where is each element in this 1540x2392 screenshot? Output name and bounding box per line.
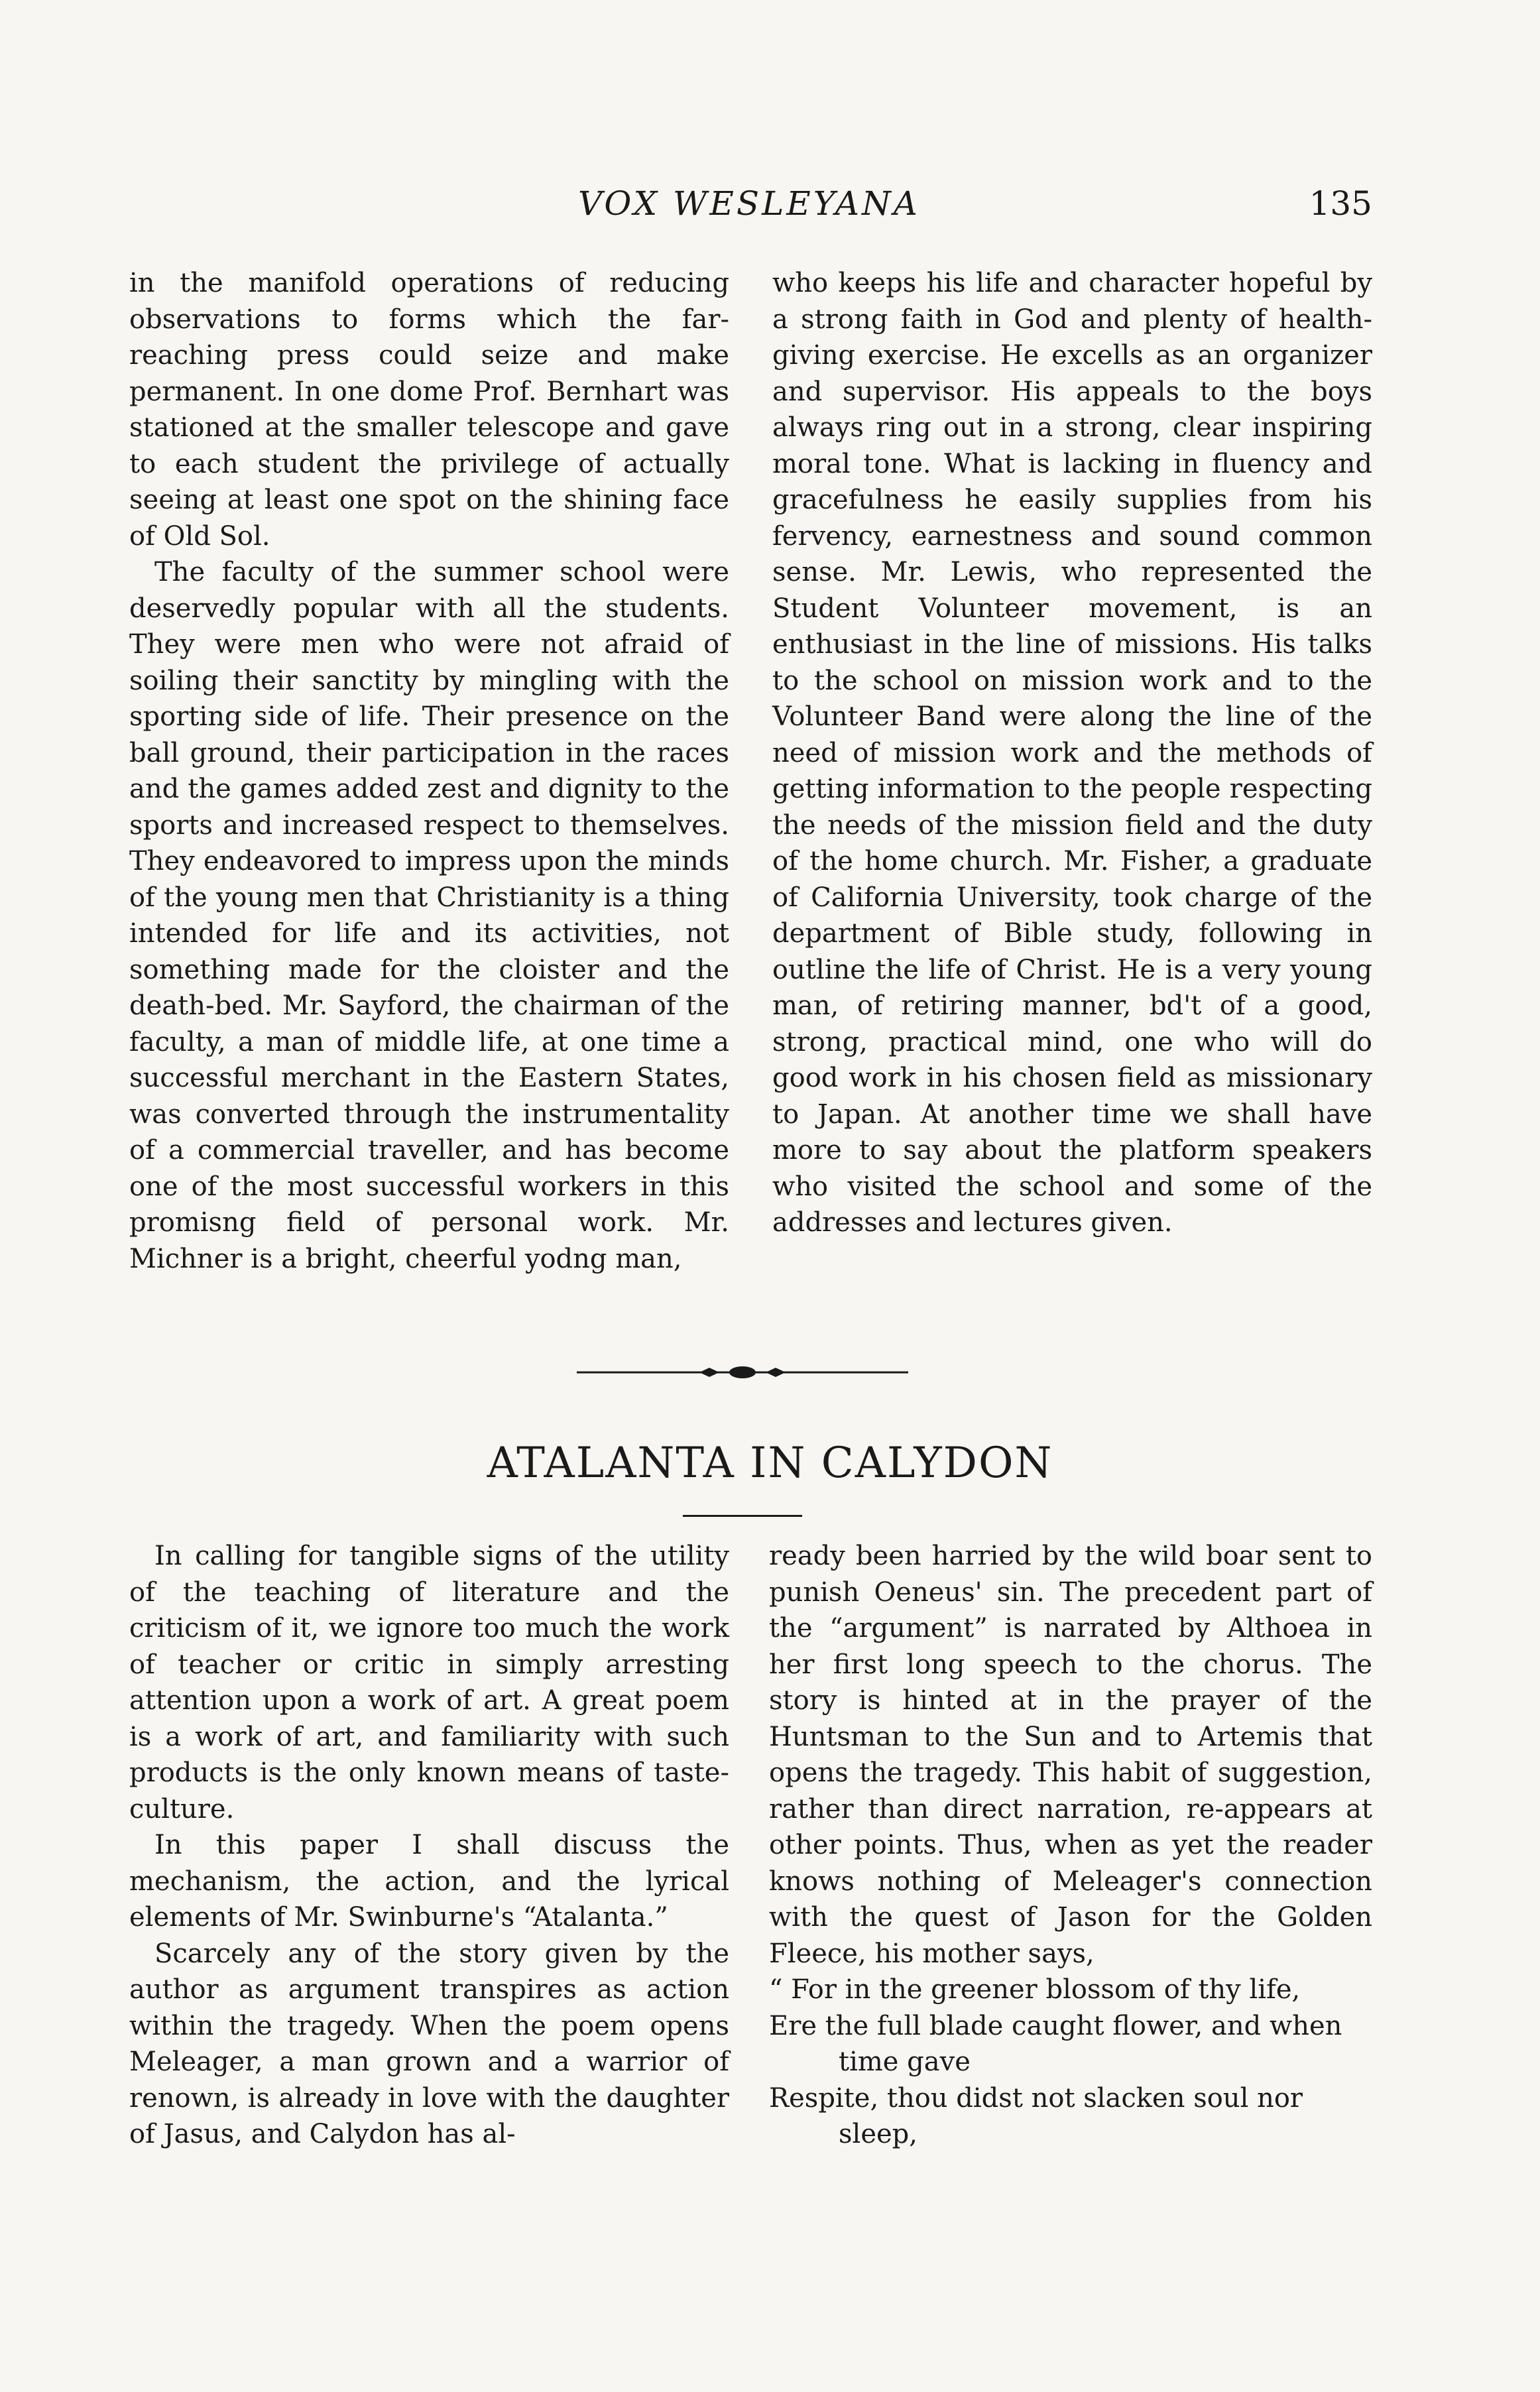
title-rule bbox=[683, 1515, 802, 1517]
paragraph: who keeps his life and character hopeful by a strong faith in God and plenty of health-giving exercise. He excells as an organizer and supervisor. His appeals to the boys always ring out in a strong, clear inspiring moral tone. What is lacking in fluency and gracefulness he easily supplies from his fervency, earnestness and sound common sense. Mr. Lewis, who represented the Student Volunteer movement, is an enthusiast in the line of missions. His talks to the school on mission work and to the Volunteer Band were along the line of the need of mission work and the methods of getting information to the people respecting the needs of the mission field and the duty of the home church. Mr. Fisher, a graduate of California University, took charge of the department of Bible study, following in outline the life of Christ. He is a very young man, of retiring manner, bd't of a good, strong, practical mind, one who will do good work in his chosen field as missionary to Japan. At another time we shall have more to say about the platform speakers who visited the school and some of the addresses and lectures given. bbox=[772, 268, 1372, 1238]
top-left-column bbox=[129, 265, 729, 1277]
verse-line: Respite, thou didst not slacken soul nor bbox=[769, 2082, 1303, 2114]
paragraph: In this paper I shall discuss the mechanism, the action, and the lyrical elements of Mr. Swinburne's “Atalanta.” bbox=[129, 1830, 729, 1933]
verse-line: “ For in the greener blossom of thy life, bbox=[769, 1974, 1301, 2005]
page-number: 135 bbox=[1309, 184, 1372, 223]
top-right-column bbox=[772, 265, 1372, 1241]
paragraph: Scarcely any of the story given by the author as argument transpires as action within the tragedy. When the poem opens Meleager, a man grown and a warrior of renown, is already in love with the daughter of Jasus, and Calydon has al- bbox=[129, 1938, 729, 2149]
paragraph: In calling for tangible signs of the utility of the teaching of literature and the criticism of it, we ignore too much the work of teacher or critic in simply arresting attention upon a work of art. A great poem is a work of art, and familiarity with such products is the only known means of taste-culture. bbox=[129, 1541, 729, 1824]
paragraph: in the manifold operations of reducing observations to forms which the far-reaching press could seize and make permanent. In one dome Prof. Bernhart was stationed at the smaller telescope and gave to each student the privilege of actually seeing at least one spot on the shining face of Old Sol. bbox=[129, 268, 729, 552]
running-title: VOX WESLEYANA bbox=[578, 184, 920, 223]
section-title: ATALANTA IN CALYDON bbox=[487, 1439, 1053, 1488]
verse-line: Ere the full blade caught flower, and when bbox=[769, 2010, 1342, 2041]
bottom-left-column bbox=[129, 1538, 729, 2153]
verse-line: sleep, bbox=[839, 2119, 918, 2149]
page-header bbox=[126, 179, 1372, 239]
bottom-right-column bbox=[769, 1538, 1372, 2153]
paragraph: ready been harried by the wild boar sent to punish Oeneus' sin. The precedent part of the “argument” is narrated by Althoea in her first long speech to the chorus. The story is hinted at in the prayer of the Huntsman to the Sun and to Artemis that opens the tragedy. This habit of suggestion, rather than direct narration, re-appears at other points. Thus, when as yet the reader knows nothing of Meleager's connection with the quest of Jason for the Golden Fleece, his mother says, bbox=[769, 1541, 1372, 1969]
paragraph: The faculty of the summer school were deservedly popular with all the students. They were men who were not afraid of soiling their sanctity by mingling with the sporting side of life. Their presence on the ball ground, their participation in the races and the games added zest and dignity to the sports and increased respect to themselves. They endeavored to impress upon the minds of the young men that Christianity is a thing intended for life and its activities, not something made for the cloister and the death-bed. Mr. Sayford, the chairman of the faculty, a man of middle life, at one time a successful merchant in the Eastern States, was converted through the instrumentality of a commercial traveller, and has become one of the most successful workers in this promisng field of personal work. Mr. Michner is a bright, cheerful yodng man, bbox=[129, 557, 729, 1274]
section-divider-ornament bbox=[577, 1359, 908, 1386]
verse-line: time gave bbox=[839, 2047, 971, 2077]
verse-quotation bbox=[769, 1972, 1372, 2153]
